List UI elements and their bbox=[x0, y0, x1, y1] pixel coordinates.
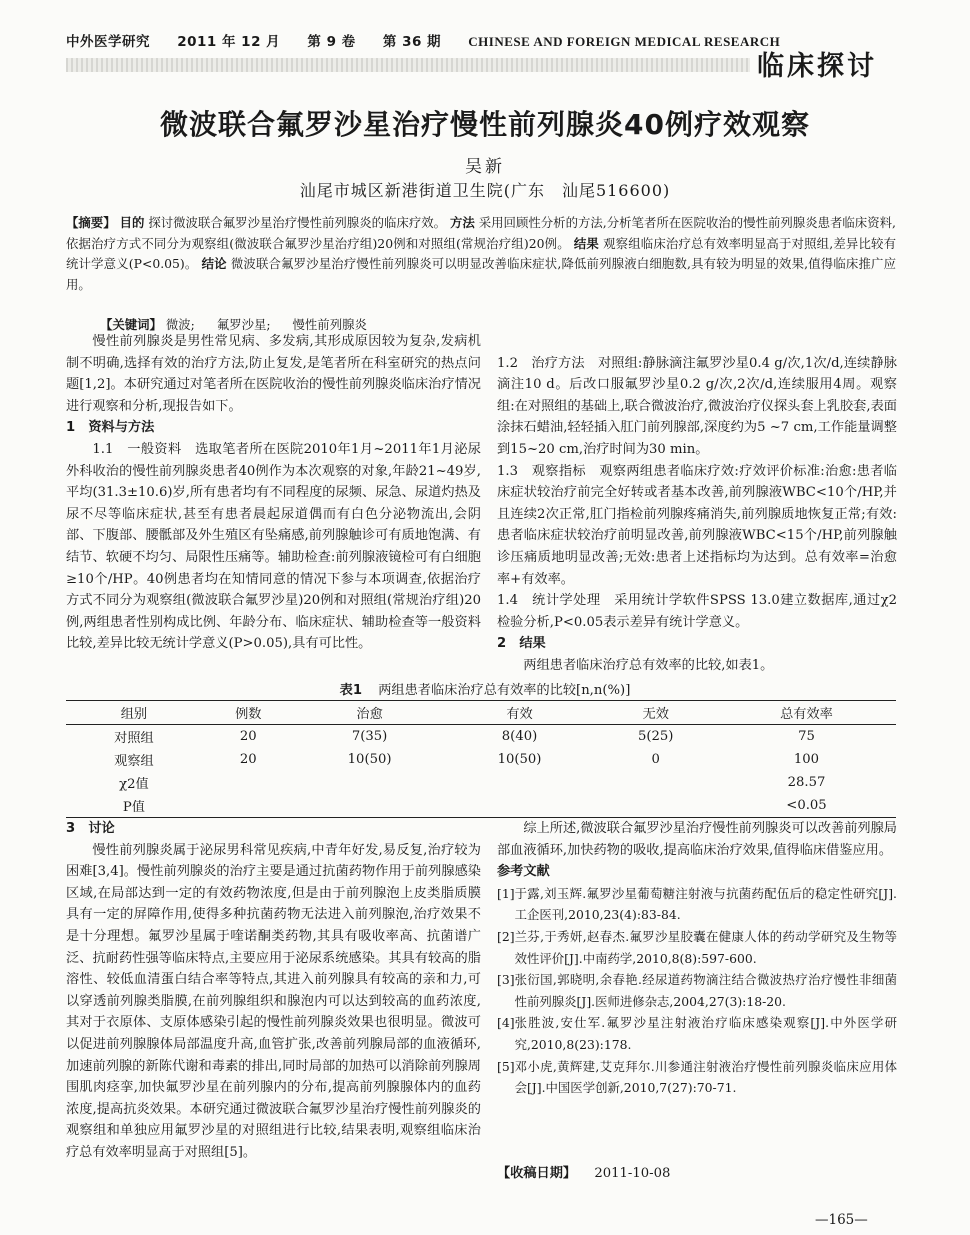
table-cell: 28.57 bbox=[787, 775, 826, 790]
journal-name-cn: 中外医学研究 bbox=[66, 34, 150, 50]
treatment-paragraph: 1.2 治疗方法 对照组:静脉滴注氟罗沙星0.4 g/次,1次/d,连续静脉滴注10 d。后改口服氟罗沙星0.2 g/次,2次/d,连续服用4周。观察组:在对照组的基础上,联合微波治疗,微波治疗仪探头套上乳胶套,表面涂抹石蜡油,轻轻插入肛门前列腺部,深度约为5 ~7 cm,工作能量调整到15~20 cm,治疗时间为30 min。 bbox=[497, 355, 897, 457]
col-header: 无效 bbox=[594, 701, 716, 725]
conclusion-column bbox=[497, 818, 897, 1099]
keyword: 微波; bbox=[165, 317, 195, 332]
table-header-row bbox=[66, 701, 896, 725]
table-cell: <0.05 bbox=[717, 794, 896, 818]
discussion-paragraph: 慢性前列腺炎属于泌尿男科常见疾病,中青年好发,易反复,治疗较为困难[3,4]。慢性前列腺炎的治疗主要是通过抗菌药物作用于前列腺感染区域,在局部达到一定的有效药物浓度,但是由于前列腺泡上皮类脂质膜具有一定的屏障作用,使得多种抗菌药物无法进入前列腺泡,治疗效果不是十分理想。氟罗沙星属于喹诺酮类药物,其具有吸收率高、抗菌谱广泛、抗耐药性强等临床特点,主要应用于泌尿系统感染。其具有较高的脂溶性、较低血清蛋白结合率等特点,其进入前列腺具有较高的亲和力,可以穿透前列腺类脂膜,在前列腺组织和腺泡内可以达到较高的血药浓度,其对于衣原体、支原体感染引起的慢性前列腺炎效果也很明显。微波可以促进前列腺腺体局部温度升高,血管扩张,改善前列腺局部的血液循环,加速前列腺的新陈代谢和毒素的排出,同时局部的加热可以消除前列腺周围肌肉痉挛,加快氟罗沙星在前列腺内的分布,提高前列腺腺体内的血药浓度,提高抗炎效果。本研究通过微波联合氟罗沙星治疗慢性前列腺炎的观察组和单独应用氟罗沙星的对照组进行比较,结果表明,观察组临床治疗总有效率明显高于对照组[5]。 bbox=[66, 842, 481, 1160]
reference-number: [4] bbox=[497, 1015, 515, 1031]
reference-text: 于露,刘玉辉.氟罗沙星葡萄糖注射液与抗菌药配伍后的稳定性研究[J].工企医刊,2010,23(4):83-84. bbox=[514, 885, 897, 923]
table-cell: P值 bbox=[66, 794, 202, 818]
reference-number: [3] bbox=[497, 972, 515, 988]
objective-text: 探讨微波联合氟罗沙星治疗慢性前列腺炎的临床疗效。 bbox=[148, 215, 447, 230]
method-label: 方法 bbox=[449, 215, 475, 230]
intro-paragraph: 慢性前列腺炎是男性常见病、多发病,其形成原因较为复杂,发病机制不明确,选择有效的治疗方法,防止复发,是笔者所在科室研究的热点问题[1,2]。本研究通过对笔者所在医院收治的慢性前列腺炎临床治疗情况进行观察和分析,现报告如下。 bbox=[66, 334, 481, 414]
reference-item bbox=[497, 1012, 897, 1055]
table-cell bbox=[445, 794, 595, 818]
volume: 第 9 卷 bbox=[307, 34, 356, 50]
received-value: 2011-10-08 bbox=[594, 1166, 671, 1181]
method-text: 采用回顾性分析的方法,分析笔者所在医院收治的慢性前列腺炎患者临床资料,依据治疗方式不同分为观察组(微波联合氟罗沙星治疗组)20例和对照组(常规治疗组)20例。 bbox=[66, 215, 896, 251]
results-table bbox=[66, 700, 896, 818]
table-cell bbox=[202, 771, 295, 794]
results-paragraph: 两组患者临床治疗总有效率的比较,如表1。 bbox=[523, 657, 774, 673]
reference-number: [5] bbox=[497, 1058, 515, 1074]
references-heading: 参考文献 bbox=[497, 864, 550, 880]
keyword: 慢性前列腺炎 bbox=[292, 317, 367, 332]
article-title: 微波联合氟罗沙星治疗慢性前列腺炎40例疗效观察 bbox=[160, 108, 810, 141]
reference-item bbox=[497, 1056, 897, 1099]
affiliation: 汕尾市城区新港街道卫生院(广东 汕尾516600) bbox=[299, 181, 671, 200]
issue-number: 第 36 期 bbox=[382, 34, 442, 50]
section-heading: 3 讨论 bbox=[66, 821, 115, 836]
conclusion-text: 微波联合氟罗沙星治疗慢性前列腺炎可以明显改善临床症状,降低前列腺液白细胞数,具有较为明显的效果,值得临床推广应用。 bbox=[66, 256, 896, 292]
running-header bbox=[66, 30, 780, 50]
result-label: 结果 bbox=[573, 235, 599, 251]
table-cell: 观察组 bbox=[114, 754, 154, 769]
received-label: 【收稿日期】 bbox=[497, 1166, 577, 1181]
page-number: —165— bbox=[815, 1212, 868, 1228]
keyword: 氟罗沙星; bbox=[216, 317, 271, 332]
section-tag: 临床探讨 bbox=[757, 51, 877, 82]
conclusion-paragraph: 综上所述,微波联合氟罗沙星治疗慢性前列腺炎可以改善前列腺局部血液循环,加快药物的吸收,提高临床治疗效果,值得临床借鉴应用。 bbox=[497, 821, 897, 858]
col-header: 组别 bbox=[66, 701, 202, 725]
statistics-paragraph: 1.4 统计学处理 采用统计学软件SPSS 13.0建立数据库,通过χ2检验分析,P<0.05表示差异有统计学意义。 bbox=[497, 593, 897, 630]
body-column-left bbox=[66, 331, 481, 655]
table-cell: 20 bbox=[239, 729, 257, 744]
reference-text: 张胜波,安仕军.氟罗沙星注射液治疗临床感染观察[J].中外医学研究,2010,8(23):178. bbox=[514, 1015, 897, 1052]
author: 吴新 bbox=[465, 157, 505, 177]
col-header: 总有效率 bbox=[717, 701, 896, 725]
received-date bbox=[497, 1162, 670, 1181]
reference-number: [1] bbox=[497, 885, 515, 901]
reference-item bbox=[497, 926, 897, 969]
col-header: 例数 bbox=[202, 701, 295, 725]
table-cell: 0 bbox=[651, 752, 660, 767]
table-row bbox=[66, 771, 896, 794]
general-data-paragraph: 1.1 一般资料 选取笔者所在医院2010年1月~2011年1月泌尿外科收治的慢性前列腺炎患者40例作为本次观察的对象,年龄21~49岁,平均(31.3±10.6)岁,所有患者均有不同程度的尿频、尿急、尿道灼热及尿不尽等临床症状,甚至有患者晨起尿道偶而有白色分泌物流出,会阴部、下腹部、腰骶部及外生殖区有坠痛感,前列腺触诊可有质地饱满、有结节、软硬不均匀、局限性压痛等。辅助检查:前列腺液镜检可有白细胞≥10个/HP。40例患者均在知情同意的情况下参与本项调查,依据治疗方式不同分为观察组(微波联合氟罗沙星)20例和对照组(常规治疗组)20例,两组患者性别构成比例、年龄分布、临床症状、辅助检查等一般资料比较,差异比较无统计学意义(P>0.05),具有可比性。 bbox=[66, 441, 481, 652]
result-text: 观察组临床治疗总有效率明显高于对照组,差异比较有统计学意义(P<0.05)。 bbox=[66, 235, 896, 271]
table-cell: 7(35) bbox=[351, 729, 388, 744]
table-row bbox=[66, 748, 896, 771]
objective-label: 目的 bbox=[119, 215, 145, 230]
table-cell: 5(25) bbox=[637, 729, 674, 744]
discussion-column bbox=[66, 818, 481, 1164]
abstract bbox=[66, 213, 896, 295]
table-cell bbox=[295, 771, 445, 794]
reference-list bbox=[497, 883, 897, 1099]
reference-text: 邓小虎,黄辉建,艾克拜尔.川参通注射液治疗慢性前列腺炎临床应用体会[J].中国医学创新,2010,7(27):70-71. bbox=[514, 1058, 897, 1096]
table-cell: 75 bbox=[798, 729, 815, 744]
observation-paragraph: 1.3 观察指标 观察两组患者临床疗效:疗效评价标准:治愈:患者临床症状较治疗前完全好转或者基本改善,前列腺液WBC<10个/HP,并且连续2次正常,肛门指检前列腺疼痛消失,前列腺质地恢复正常;有效:患者临床症状较治疗前明显改善,前列腺液WBC<15个/HP,前列腺触诊压痛质地明显改善;无效:患者上述指标均为达到。总有效率=治愈率+有效率。 bbox=[497, 463, 897, 587]
body-column-right bbox=[497, 331, 897, 677]
table-cell bbox=[295, 794, 445, 818]
col-header: 有效 bbox=[445, 701, 595, 725]
reference-item bbox=[497, 883, 897, 926]
table-cell: 10(50) bbox=[497, 752, 542, 767]
table-cell: 10(50) bbox=[347, 752, 392, 767]
table-cell bbox=[445, 771, 595, 794]
table-cell: 20 bbox=[239, 752, 257, 767]
table-caption-text: 两组患者临床治疗总有效率的比较[n,n(%)] bbox=[378, 683, 631, 698]
reference-number: [2] bbox=[497, 928, 515, 944]
table-cell: 对照组 bbox=[114, 731, 154, 746]
conclusion-label: 结论 bbox=[201, 256, 227, 271]
table-cell bbox=[594, 771, 716, 794]
table-cell: χ2值 bbox=[119, 777, 149, 792]
section-heading: 2 结果 bbox=[497, 636, 546, 652]
header-rule bbox=[66, 58, 750, 72]
table-cell: 100 bbox=[793, 752, 820, 767]
reference-text: 兰芬,于秀妍,赵春杰.氟罗沙星胶囊在健康人体的药动学研究及生物等效性评价[J].中南药学,2010,8(8):597-600. bbox=[514, 928, 897, 966]
table-row bbox=[66, 725, 896, 749]
table-label: 表1 bbox=[339, 683, 363, 698]
section-heading: 1 资料与方法 bbox=[66, 420, 155, 436]
reference-text: 张衍国,郭晓明,余春艳.经尿道药物滴注结合微波热疗治疗慢性非细菌性前列腺炎[J].医师进修杂志,2004,27(3):18-20. bbox=[514, 972, 897, 1009]
table-row bbox=[66, 794, 896, 818]
journal-name-en: CHINESE AND FOREIGN MEDICAL RESEARCH bbox=[468, 34, 781, 49]
reference-item bbox=[497, 969, 897, 1012]
table-cell bbox=[594, 794, 716, 818]
table-cell bbox=[202, 794, 295, 818]
issue-date: 2011 年 12 月 bbox=[177, 34, 281, 50]
keywords-label: 【关键词】 bbox=[100, 317, 162, 332]
abstract-label: 【摘要】 bbox=[66, 215, 116, 230]
table-caption bbox=[0, 679, 970, 698]
col-header: 治愈 bbox=[295, 701, 445, 725]
table-cell: 8(40) bbox=[501, 729, 538, 744]
